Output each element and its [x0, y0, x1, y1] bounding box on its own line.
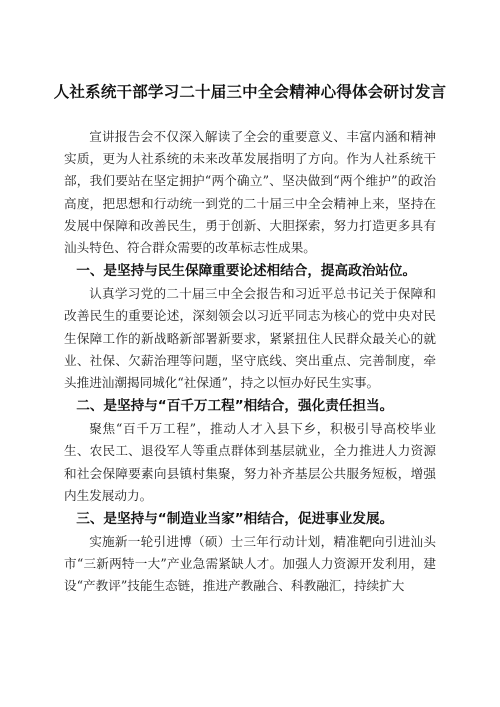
- section-body-1: 认真学习党的二十届三中全会报告和习近平总书记关于保障和改善民生的重要论述，深刻领会以习近平同志为核心的党中央对民生保障工作的新战略新部署新要求，紧紧扭住人民群众最关心的就业、社保、欠薪治理等问题，坚守底线、突出重点、完善制度，牵头推进汕潮揭同城化“社保通”，持之以恒办好民生实事。: [64, 286, 436, 391]
- section-heading-3: 三、是坚持与“制造业当家”相结合，促进事业发展。: [76, 511, 394, 528]
- document-title: 人社系统干部学习二十届三中全会精神心得体会研讨发言: [53, 83, 447, 101]
- section-heading-1: 一、是坚持与民生保障重要论述相结合，提高政治站位。: [76, 263, 417, 280]
- section-body-3: 实施新一轮引进博（硕）士三年行动计划，精准靶向引进汕头市“三新两特一大”产业急需紧缺人才。加强人力资源开发利用，建设“产教评”技能生态链，推进产教融合、科教融汇，持续扩大: [64, 534, 436, 594]
- intro-paragraph: 宣讲报告会不仅深入解读了全会的重要意义、丰富内涵和精神实质，更为人社系统的未来改革发展指明了方向。作为人社系统干部，我们要站在坚定拥护“两个确立”、坚决做到“两个维护”的政治高度，把思想和行动统一到党的二十届三中全会精神上来，坚持在发展中保障和改善民生，勇于创新、大胆探索，努力打造更多具有汕头特色、符合群众需要的改革标志性成果。: [64, 129, 436, 256]
- section-heading-2: 二、是坚持与“百千万工程”相结合，强化责任担当。: [76, 398, 394, 415]
- document-body: [64, 126, 436, 598]
- section-body-2: 聚焦“百千万工程”，推动人才入县下乡，积极引导高校毕业生、农民工、退役军人等重点群体到基层就业，全力推进人力资源和社会保障要素向县镇村集聚，努力补齐基层公共服务短板，增强内生发展动力。: [64, 421, 436, 503]
